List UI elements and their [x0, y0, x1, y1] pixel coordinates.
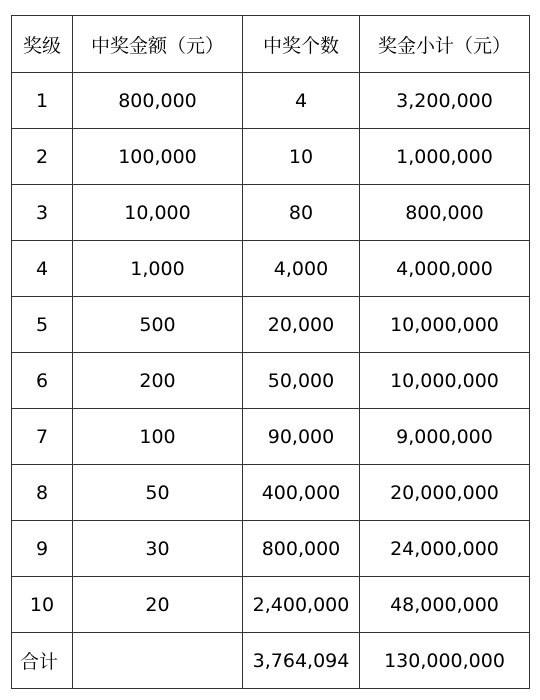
amount-cell: 200 — [73, 353, 243, 409]
level-cell: 6 — [12, 353, 73, 409]
count-cell: 80 — [243, 185, 360, 241]
level-cell: 1 — [12, 73, 73, 129]
table-row — [12, 353, 530, 409]
count-cell: 10 — [243, 129, 360, 185]
subtotal-cell: 800,000 — [360, 185, 530, 241]
header-count: 中奖个数 — [243, 16, 360, 73]
header-amount: 中奖金额（元） — [73, 16, 243, 73]
level-cell: 10 — [12, 577, 73, 633]
subtotal-cell: 10,000,000 — [360, 353, 530, 409]
level-cell: 4 — [12, 241, 73, 297]
level-cell: 8 — [12, 465, 73, 521]
table-row — [12, 577, 530, 633]
prize-table — [11, 15, 530, 689]
amount-cell: 20 — [73, 577, 243, 633]
subtotal-cell: 9,000,000 — [360, 409, 530, 465]
header-row — [12, 16, 530, 73]
table-row — [12, 129, 530, 185]
total-subtotal-cell: 130,000,000 — [360, 633, 530, 689]
table-row — [12, 465, 530, 521]
level-cell: 2 — [12, 129, 73, 185]
count-cell: 800,000 — [243, 521, 360, 577]
subtotal-cell: 10,000,000 — [360, 297, 530, 353]
total-amount-cell — [73, 633, 243, 689]
amount-cell: 800,000 — [73, 73, 243, 129]
count-cell: 90,000 — [243, 409, 360, 465]
header-subtotal: 奖金小计（元） — [360, 16, 530, 73]
amount-cell: 1,000 — [73, 241, 243, 297]
subtotal-cell: 48,000,000 — [360, 577, 530, 633]
level-cell: 3 — [12, 185, 73, 241]
total-row — [12, 633, 530, 689]
table-row — [12, 73, 530, 129]
table-row — [12, 521, 530, 577]
amount-cell: 10,000 — [73, 185, 243, 241]
amount-cell: 50 — [73, 465, 243, 521]
header-level: 奖级 — [12, 16, 73, 73]
subtotal-cell: 1,000,000 — [360, 129, 530, 185]
amount-cell: 100 — [73, 409, 243, 465]
level-cell: 7 — [12, 409, 73, 465]
level-cell: 9 — [12, 521, 73, 577]
table-row — [12, 409, 530, 465]
count-cell: 4,000 — [243, 241, 360, 297]
count-cell: 2,400,000 — [243, 577, 360, 633]
table-row — [12, 241, 530, 297]
subtotal-cell: 24,000,000 — [360, 521, 530, 577]
table-row — [12, 185, 530, 241]
amount-cell: 500 — [73, 297, 243, 353]
subtotal-cell: 4,000,000 — [360, 241, 530, 297]
count-cell: 4 — [243, 73, 360, 129]
level-cell: 5 — [12, 297, 73, 353]
amount-cell: 100,000 — [73, 129, 243, 185]
count-cell: 400,000 — [243, 465, 360, 521]
total-count-cell: 3,764,094 — [243, 633, 360, 689]
table-row — [12, 297, 530, 353]
subtotal-cell: 20,000,000 — [360, 465, 530, 521]
amount-cell: 30 — [73, 521, 243, 577]
count-cell: 20,000 — [243, 297, 360, 353]
count-cell: 50,000 — [243, 353, 360, 409]
subtotal-cell: 3,200,000 — [360, 73, 530, 129]
total-label: 合计 — [12, 633, 73, 689]
